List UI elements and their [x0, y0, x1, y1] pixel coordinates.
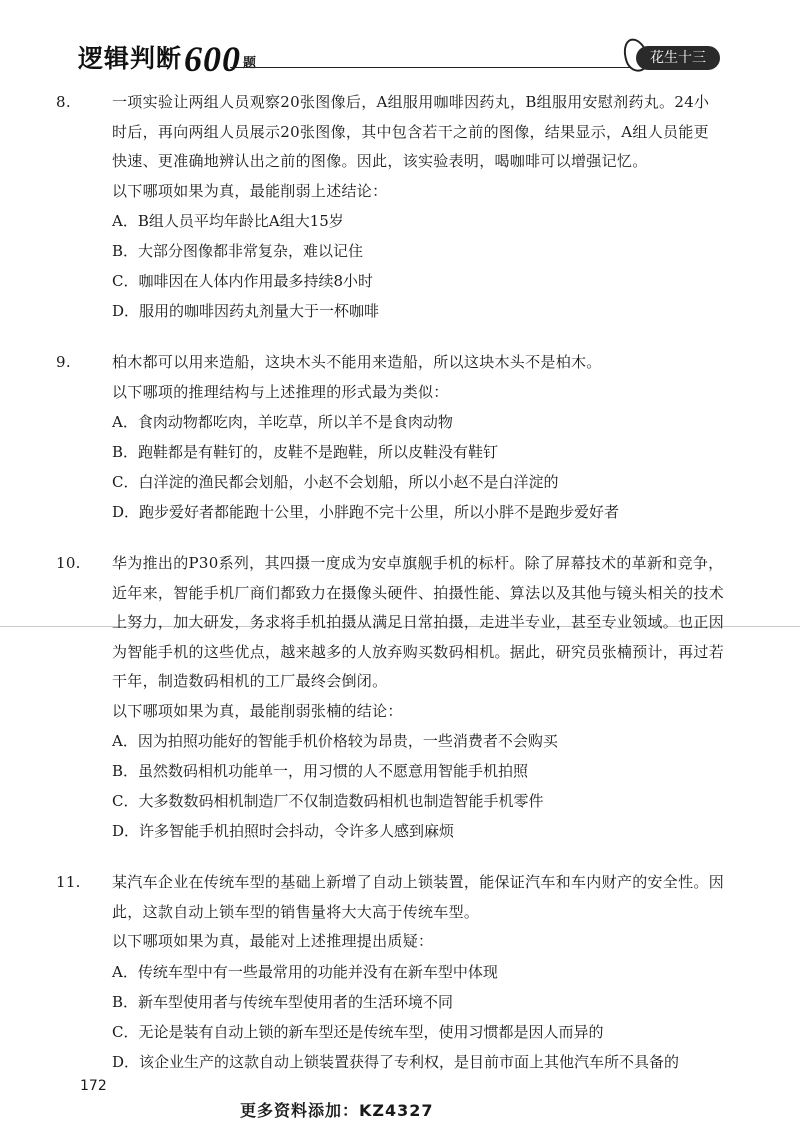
- option-d: D．该企业生产的这款自动上锁装置获得了专利权，是目前市面上其他汽车所不具备的: [112, 1052, 680, 1071]
- book-title-text: 逻辑判断: [78, 44, 183, 73]
- question-stem: [56, 868, 725, 927]
- option-a: A．食肉动物都吃肉，羊吃草，所以羊不是食肉动物: [112, 413, 453, 431]
- option-b: B．新车型使用者与传统车型使用者的生活环境不同: [112, 992, 454, 1011]
- question-prompt: 以下哪项如果为真，最能对上述推理提出质疑：: [112, 932, 434, 950]
- option-b: B．虽然数码相机功能单一，用习惯的人不愿意用智能手机拍照: [112, 762, 529, 780]
- question-11: [56, 868, 725, 1077]
- question-stem: [56, 88, 724, 177]
- book-title: [78, 38, 257, 80]
- page-header: [68, 32, 728, 79]
- book-title-suffix: 题: [243, 56, 258, 71]
- option-d: D．许多智能手机拍照时会抖动，令许多人感到麻烦: [112, 822, 455, 840]
- question-8: [56, 88, 724, 326]
- option-c: C．白洋淀的渔民都会划船，小赵不会划船，所以小赵不是白洋淀的: [112, 473, 559, 491]
- question-stem-text: 柏木都可以用来造船，这块木头不能用来造船，所以这块木头不是柏木。: [112, 353, 602, 371]
- question-prompt: 以下哪项如果为真，最能削弱上述结论：: [112, 181, 388, 200]
- question-number: 8.: [56, 93, 71, 111]
- question-list: [56, 88, 725, 1099]
- question-number: 10.: [56, 554, 81, 572]
- question-stem-text: 华为推出的P30系列，其四摄一度成为安卓旗舰手机的标杆。除了屏幕技术的革新和竞争，近年来，智能手机厂商们都致力在摄像头硬件、拍摄性能、算法以及其他与镜头相关的技术上努力，加大研发，务求将手机拍摄从满足日常拍摄，走进半专业，甚至专业领域。也正因为智能手机的这些优点，越来越多的人放弃购买数码相机。据此，研究员张楠预计，再过若干年，制造数码相机的工厂最终会倒闭。: [112, 554, 725, 690]
- option-b: B．跑鞋都是有鞋钉的，皮鞋不是跑鞋，所以皮鞋没有鞋钉: [112, 443, 499, 461]
- option-b: B．大部分图像都非常复杂，难以记住: [112, 242, 364, 260]
- question-stem-text: 一项实验让两组人员观察20张图像后，A组服用咖啡因药丸，B组服用安慰剂药丸。24小时后，再向两组人员展示20张图像，其中包含若干之前的图像，结果显示，A组人员能更快速、更准确地辨认出之前的图像。因此，该实验表明，喝咖啡可以增强记忆。: [112, 93, 710, 170]
- option-c: C．咖啡因在人体内作用最多持续8小时: [112, 272, 374, 290]
- option-c: C．大多数数码相机制造厂不仅制造数码相机也制造智能手机零件: [112, 792, 544, 810]
- page-number: 172: [80, 1078, 107, 1094]
- option-d: D．跑步爱好者都能跑十公里，小胖跑不完十公里，所以小胖不是跑步爱好者: [112, 503, 620, 521]
- book-title-number: 600: [184, 39, 242, 79]
- question-stem: [56, 549, 725, 697]
- question-number: 9.: [56, 353, 71, 371]
- question-stem-text: 某汽车企业在传统车型的基础上新增了自动上锁装置，能保证汽车和车内财产的安全性。因此，这款自动上锁车型的销售量将大大高于传统车型。: [112, 873, 725, 921]
- option-a: A．B组人员平均年龄比A组大15岁: [112, 212, 344, 230]
- header-rule: [230, 67, 636, 68]
- footer-note: 更多资料添加：KZ4327: [240, 1101, 434, 1120]
- question-prompt: 以下哪项如果为真，最能削弱张楠的结论：: [112, 701, 403, 720]
- brand-badge: 花生十三: [636, 46, 720, 70]
- question-stem: [56, 348, 724, 378]
- option-d: D．服用的咖啡因药丸剂量大于一杯咖啡: [112, 302, 380, 320]
- question-9: [56, 348, 724, 527]
- question-prompt: 以下哪项的推理结构与上述推理的形式最为类似：: [112, 382, 449, 401]
- question-10: [56, 549, 725, 846]
- option-c: C．无论是装有自动上锁的新车型还是传统车型，使用习惯都是因人而异的: [112, 1022, 604, 1041]
- option-a: A．传统车型中有一些最常用的功能并没有在新车型中体现: [112, 962, 498, 981]
- option-a: A．因为拍照功能好的智能手机价格较为昂贵，一些消费者不会购买: [112, 732, 558, 750]
- question-number: 11.: [56, 873, 81, 891]
